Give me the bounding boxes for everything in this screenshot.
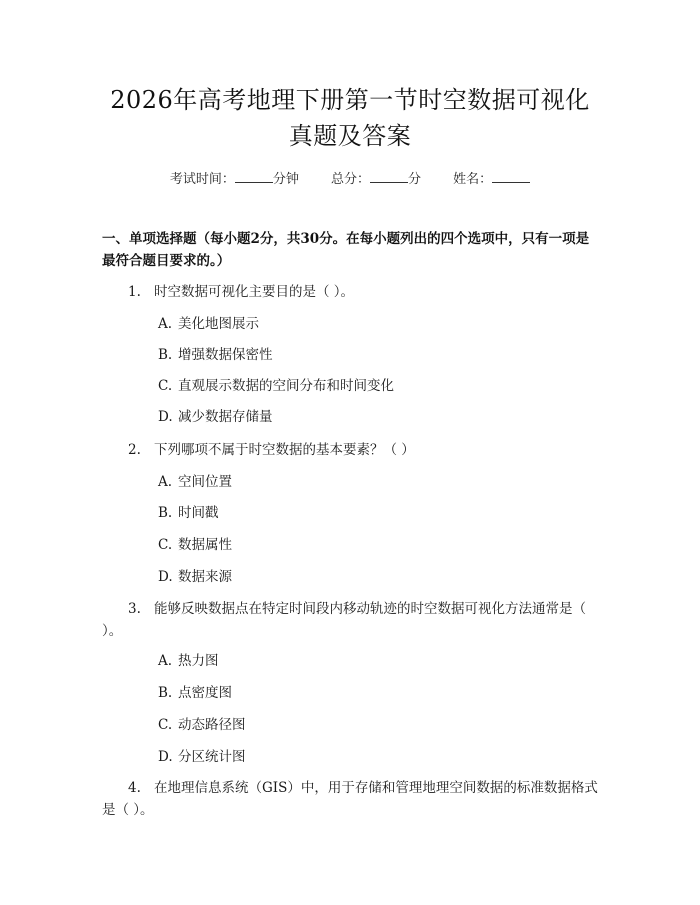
question-stem: 在地理信息系统（GIS）中，用于存储和管理地理空间数据的标准数据格式是（ ）。 bbox=[102, 780, 598, 818]
option-letter: A. bbox=[158, 474, 173, 490]
option-text: 增强数据保密性 bbox=[178, 347, 273, 363]
question-number: 4. bbox=[128, 780, 141, 796]
option-letter: D. bbox=[158, 409, 173, 425]
option-text: 时间戳 bbox=[178, 505, 219, 521]
page-title-line2: 真题及答案 bbox=[288, 122, 412, 150]
question-number: 3. bbox=[128, 601, 141, 617]
question-3-option-b bbox=[158, 683, 232, 703]
page-title-line1: 2026年高考地理下册第一节时空数据可视化 bbox=[110, 86, 590, 114]
option-text: 动态路径图 bbox=[178, 717, 246, 733]
option-letter: C. bbox=[158, 717, 173, 733]
total-score-blank bbox=[370, 170, 408, 183]
option-text: 美化地图展示 bbox=[178, 316, 259, 332]
question-number: 1. bbox=[128, 284, 141, 300]
question-1-option-c bbox=[158, 376, 394, 396]
question-stem: 能够反映数据点在特定时间段内移动轨迹的时空数据可视化方法通常是（ ）。 bbox=[102, 601, 586, 639]
question-2-option-d bbox=[158, 567, 232, 587]
question-1 bbox=[102, 281, 602, 303]
question-2-option-c bbox=[158, 535, 232, 555]
option-text: 热力图 bbox=[178, 653, 219, 669]
name-label: 姓名： bbox=[453, 172, 493, 187]
exam-time-label: 考试时间： bbox=[169, 172, 235, 187]
option-text: 数据来源 bbox=[178, 569, 232, 585]
exam-meta bbox=[0, 168, 700, 187]
question-1-option-a bbox=[158, 314, 259, 334]
option-letter: B. bbox=[158, 347, 173, 363]
option-text: 空间位置 bbox=[178, 474, 232, 490]
question-stem: 时空数据可视化主要目的是（ ）。 bbox=[154, 284, 355, 300]
question-stem: 下列哪项不属于时空数据的基本要素？（ ） bbox=[154, 442, 415, 458]
question-number: 2. bbox=[128, 442, 141, 458]
total-score-label: 总分： bbox=[330, 172, 370, 187]
option-letter: C. bbox=[158, 378, 173, 394]
question-3-option-c bbox=[158, 715, 246, 735]
option-letter: B. bbox=[158, 685, 173, 701]
option-letter: D. bbox=[158, 569, 173, 585]
question-1-option-b bbox=[158, 345, 273, 365]
option-text: 数据属性 bbox=[178, 537, 232, 553]
question-2 bbox=[102, 439, 602, 461]
option-text: 减少数据存储量 bbox=[178, 409, 273, 425]
option-letter: B. bbox=[158, 505, 173, 521]
option-letter: A. bbox=[158, 316, 173, 332]
total-score-field bbox=[331, 168, 421, 187]
option-letter: C. bbox=[158, 537, 173, 553]
option-letter: A. bbox=[158, 653, 173, 669]
question-3-option-d bbox=[158, 747, 246, 767]
total-score-unit: 分 bbox=[408, 172, 422, 187]
option-text: 直观展示数据的空间分布和时间变化 bbox=[178, 378, 394, 394]
option-letter: D. bbox=[158, 749, 173, 765]
question-3-option-a bbox=[158, 651, 219, 671]
option-text: 点密度图 bbox=[178, 685, 232, 701]
exam-time-blank bbox=[235, 170, 273, 183]
question-1-option-d bbox=[158, 407, 273, 427]
exam-time-unit: 分钟 bbox=[272, 172, 299, 187]
question-3 bbox=[102, 598, 602, 642]
question-4 bbox=[102, 777, 602, 821]
exam-time-field bbox=[170, 168, 299, 187]
question-2-option-b bbox=[158, 503, 219, 523]
section-heading: 一、单项选择题（每小题2分，共30分。在每小题列出的四个选项中，只有一项是最符合题目要求的。） bbox=[102, 231, 590, 269]
name-blank bbox=[492, 170, 530, 183]
name-field bbox=[453, 168, 530, 187]
question-2-option-a bbox=[158, 472, 232, 492]
option-text: 分区统计图 bbox=[178, 749, 246, 765]
